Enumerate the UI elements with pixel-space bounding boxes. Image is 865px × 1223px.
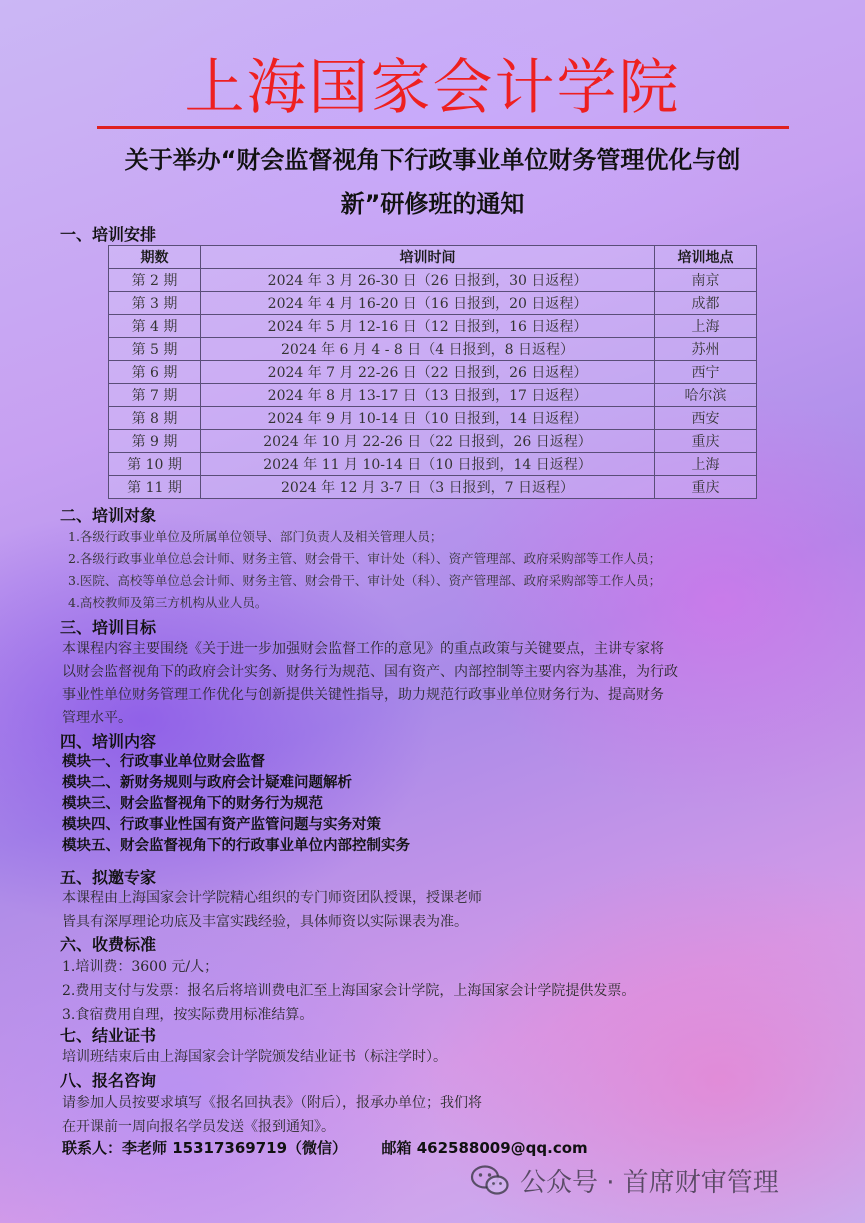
session-cell: 第 4 期 <box>109 315 201 338</box>
session-cell: 第 8 期 <box>109 407 201 430</box>
goal-line: 以财会监督视角下的政府会计实务、财务行为规范、国有资产、内部控制等主要内容为基准，为行政 <box>62 664 678 680</box>
table-row <box>109 407 757 430</box>
list-item: 2.各级行政事业单位总会计师、财务主管、财会骨干、审计处（科）、资产管理部、政府采购部等工作人员； <box>68 551 662 566</box>
table-row <box>109 453 757 476</box>
session-cell: 第 11 期 <box>109 476 201 499</box>
section-heading-registration: 八、报名咨询 <box>60 1071 157 1090</box>
goal-line: 本课程内容主要围绕《关于进一步加强财会监督工作的意见》的重点政策与关键要点，主讲专家将 <box>62 641 664 657</box>
section-heading-experts: 五、拟邀专家 <box>60 868 157 887</box>
section-heading-fees: 六、收费标准 <box>60 935 157 954</box>
module-item: 模块一、行政事业单位财会监督 <box>62 754 265 770</box>
table-row <box>109 315 757 338</box>
module-item: 模块五、财会监督视角下的行政事业单位内部控制实务 <box>62 838 410 854</box>
session-cell: 第 5 期 <box>109 338 201 361</box>
table-row <box>109 292 757 315</box>
location-cell: 西安 <box>655 407 757 430</box>
module-item: 模块二、新财务规则与政府会计疑难问题解析 <box>62 775 352 791</box>
time-cell: 2024 年 7 月 22-26 日（22 日报到，26 日返程） <box>201 361 655 384</box>
session-cell: 第 9 期 <box>109 430 201 453</box>
module-item: 模块四、行政事业性国有资产监管问题与实务对策 <box>62 817 381 833</box>
goal-line: 事业性单位财务管理工作优化与创新提供关键性指导，助力规范行政事业单位财务行为、提高财务 <box>62 687 664 703</box>
table-row <box>109 430 757 453</box>
table-row <box>109 361 757 384</box>
session-cell: 第 7 期 <box>109 384 201 407</box>
goals-paragraph <box>62 638 822 730</box>
time-cell: 2024 年 5 月 12-16 日（12 日报到，16 日返程） <box>201 315 655 338</box>
experts-paragraph <box>62 886 482 934</box>
fee-item: 1.培训费：3600 元/人； <box>62 959 219 975</box>
time-cell: 2024 年 9 月 10-14 日（10 日报到，14 日返程） <box>201 407 655 430</box>
schedule-table <box>108 245 757 499</box>
time-cell: 2024 年 4 月 16-20 日（16 日报到，20 日返程） <box>201 292 655 315</box>
section-heading-certificate: 七、结业证书 <box>60 1026 157 1045</box>
time-cell: 2024 年 3 月 26-30 日（26 日报到，30 日返程） <box>201 269 655 292</box>
section-heading-schedule: 一、培训安排 <box>60 225 157 244</box>
contact-person: 联系人：李老师 15317369719（微信） <box>62 1139 348 1157</box>
session-cell: 第 6 期 <box>109 361 201 384</box>
location-cell: 上海 <box>655 315 757 338</box>
fee-item: 3.食宿费用自理，按实际费用标准结算。 <box>62 1007 314 1023</box>
goal-line: 管理水平。 <box>62 710 132 726</box>
column-header-time: 培训时间 <box>201 246 655 269</box>
modules-list <box>62 752 410 857</box>
time-cell: 2024 年 8 月 13-17 日（13 日报到，17 日返程） <box>201 384 655 407</box>
targets-list <box>68 526 661 614</box>
location-cell: 哈尔滨 <box>655 384 757 407</box>
section-heading-targets: 二、培训对象 <box>60 506 157 525</box>
location-cell: 南京 <box>655 269 757 292</box>
section-heading-content: 四、培训内容 <box>60 732 157 751</box>
session-cell: 第 10 期 <box>109 453 201 476</box>
session-cell: 第 2 期 <box>109 269 201 292</box>
notice-title <box>60 138 805 226</box>
contact-email[interactable]: 邮箱 462588009@qq.com <box>381 1139 588 1157</box>
schedule-header-row <box>109 246 757 269</box>
certificate-text: 培训班结束后由上海国家会计学院颁发结业证书（标注学时）。 <box>62 1049 447 1065</box>
list-item: 1.各级行政事业单位及所属单位领导、部门负责人及相关管理人员； <box>68 529 443 544</box>
table-row <box>109 384 757 407</box>
location-cell: 重庆 <box>655 430 757 453</box>
registration-line: 在开课前一周向报名学员发送《报到通知》。 <box>62 1119 335 1135</box>
location-cell: 重庆 <box>655 476 757 499</box>
module-item: 模块三、财会监督视角下的财务行为规范 <box>62 796 323 812</box>
registration-line: 请参加人员按要求填写《报名回执表》（附后），报承办单位；我们将 <box>62 1095 482 1111</box>
fee-item: 2.费用支付与发票：报名后将培训费电汇至上海国家会计学院，上海国家会计学院提供发票。 <box>62 983 636 999</box>
table-row <box>109 338 757 361</box>
watermark-text: 公众号 · 首席财审管理 <box>520 1167 779 1198</box>
table-row <box>109 476 757 499</box>
section-heading-goals: 三、培训目标 <box>60 618 157 637</box>
wechat-icon <box>470 1164 510 1196</box>
notice-title-line-1: 关于举办“财会监督视角下行政事业单位财务管理优化与创 <box>124 146 741 174</box>
location-cell: 上海 <box>655 453 757 476</box>
time-cell: 2024 年 6 月 4 - 8 日（4 日报到，8 日返程） <box>201 338 655 361</box>
expert-line: 本课程由上海国家会计学院精心组织的专门师资团队授课，授课老师 <box>62 890 482 906</box>
session-cell: 第 3 期 <box>109 292 201 315</box>
list-item: 4.高校教师及第三方机构从业人员。 <box>68 595 268 610</box>
registration-paragraph <box>62 1091 482 1139</box>
notice-title-line-2: 新”研修班的通知 <box>340 190 525 218</box>
time-cell: 2024 年 10 月 22-26 日（22 日报到，26 日返程） <box>201 430 655 453</box>
expert-line: 皆具有深厚理论功底及丰富实践经验，具体师资以实际课表为准。 <box>62 914 468 930</box>
column-header-location: 培训地点 <box>655 246 757 269</box>
institution-title: 上海国家会计学院 <box>184 54 681 121</box>
location-cell: 苏州 <box>655 338 757 361</box>
wechat-watermark <box>470 1158 840 1202</box>
time-cell: 2024 年 12 月 3-7 日（3 日报到，7 日返程） <box>201 476 655 499</box>
list-item: 3.医院、高校等单位总会计师、财务主管、财会骨干、审计处（科）、资产管理部、政府采购部等工作人员； <box>68 573 662 588</box>
fees-list <box>62 955 635 1027</box>
time-cell: 2024 年 11 月 10-14 日（10 日报到，14 日返程） <box>201 453 655 476</box>
contact-line <box>62 1138 588 1158</box>
column-header-session: 期数 <box>109 246 201 269</box>
table-row <box>109 269 757 292</box>
location-cell: 西宁 <box>655 361 757 384</box>
title-divider <box>97 126 789 129</box>
location-cell: 成都 <box>655 292 757 315</box>
